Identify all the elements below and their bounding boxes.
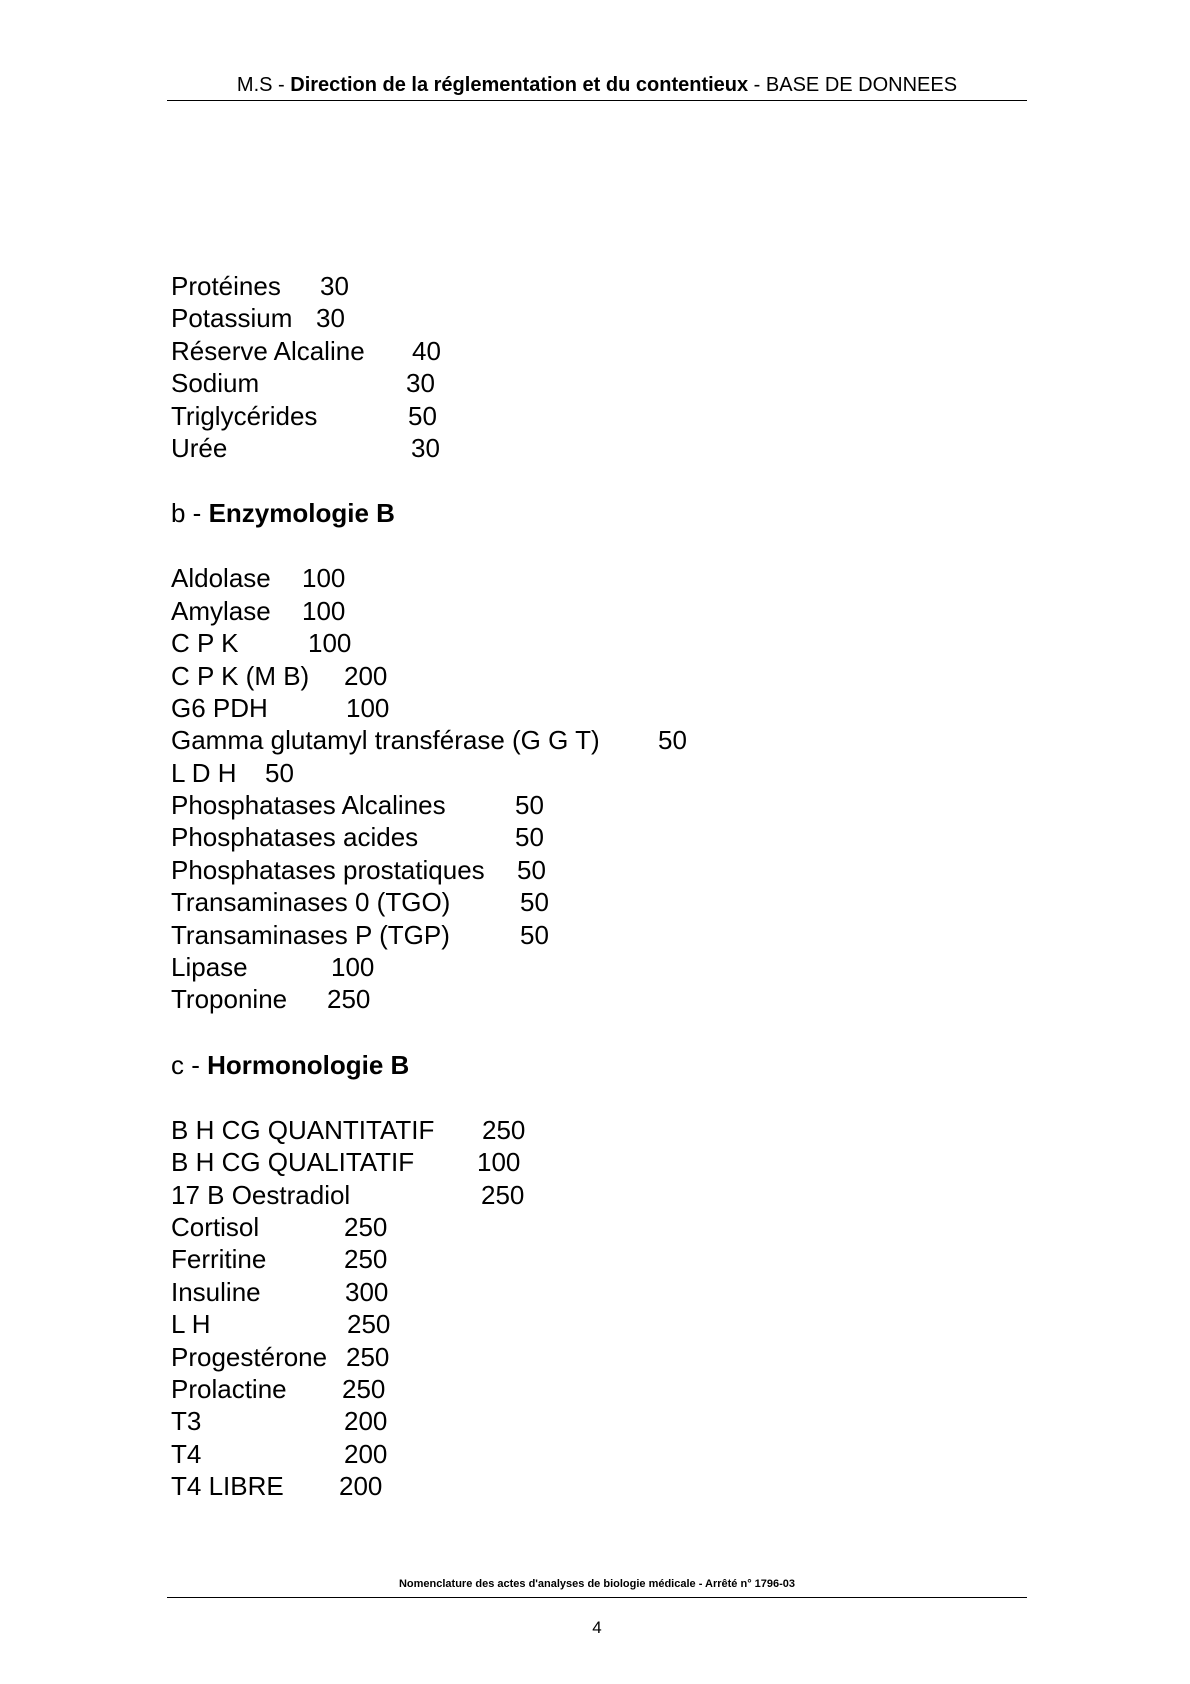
list-item: Gamma glutamyl transférase (G G T) 50 [171,725,687,756]
list-item: Lipase 100 [171,952,375,983]
document-body [171,270,991,1503]
footer-note: Nomenclature des actes d'analyses de biologie médicale - Arrêté n° 1796-03 [398,1578,796,1590]
list-item: L H 250 [171,1309,391,1340]
list-item: Triglycérides 50 [171,400,437,431]
header-prefix: M.S - [236,74,291,96]
list-item: Amylase 100 [171,595,346,626]
list-item: B H CG QUANTITATIF 250 [171,1114,526,1145]
list-item: Phosphatases Alcalines 50 [171,790,544,821]
header-divider [167,100,1027,101]
list-item: C P K 100 [171,628,352,659]
page-number: 4 [592,1618,602,1637]
footer-divider [167,1597,1027,1598]
list-item: Insuline 300 [171,1276,389,1307]
list-item: B H CG QUALITATIF 100 [171,1147,521,1178]
list-item: Sodium 30 [171,368,435,399]
list-item: Phosphatases acides 50 [171,822,544,853]
list-item: Prolactine 250 [171,1373,386,1404]
header-suffix: - BASE DE DONNEES [748,74,958,96]
list-item: Progestérone 250 [171,1341,390,1372]
list-item: Protéines 30 [171,271,349,301]
hormonology-list [171,1114,991,1503]
list-item: T4 200 [171,1438,388,1469]
list-item: Transaminases 0 (TGO) 50 [171,887,549,918]
list-item: T3 200 [171,1406,388,1437]
list-item: Potassium 30 [171,303,345,334]
list-item: Ferritine 250 [171,1244,388,1275]
page-header [167,72,1027,98]
list-item: Aldolase 100 [171,563,346,594]
list-item: Transaminases P (TGP) 50 [171,919,549,950]
header-department: Direction de la réglementation et du contentieux [290,74,749,96]
section-heading-hormonologie: c - Hormonologie B [171,1049,410,1080]
list-item: Phosphatases prostatiques 50 [171,854,546,885]
biochemistry-list [171,270,991,464]
list-item: L D H 50 [171,757,294,788]
section-heading-enzymologie: b - Enzymologie B [171,498,395,529]
list-item: T4 LIBRE 200 [171,1471,383,1502]
list-item: 17 B Oestradiol 250 [171,1179,525,1210]
list-item: Réserve Alcaline 40 [171,335,441,366]
list-item: Troponine 250 [171,984,371,1015]
list-item: Cortisol 250 [171,1211,388,1242]
list-item: Urée 30 [171,432,440,463]
list-item: G6 PDH 100 [171,692,390,723]
list-item: C P K (M B) 200 [171,660,388,691]
enzymology-list [171,562,991,1015]
